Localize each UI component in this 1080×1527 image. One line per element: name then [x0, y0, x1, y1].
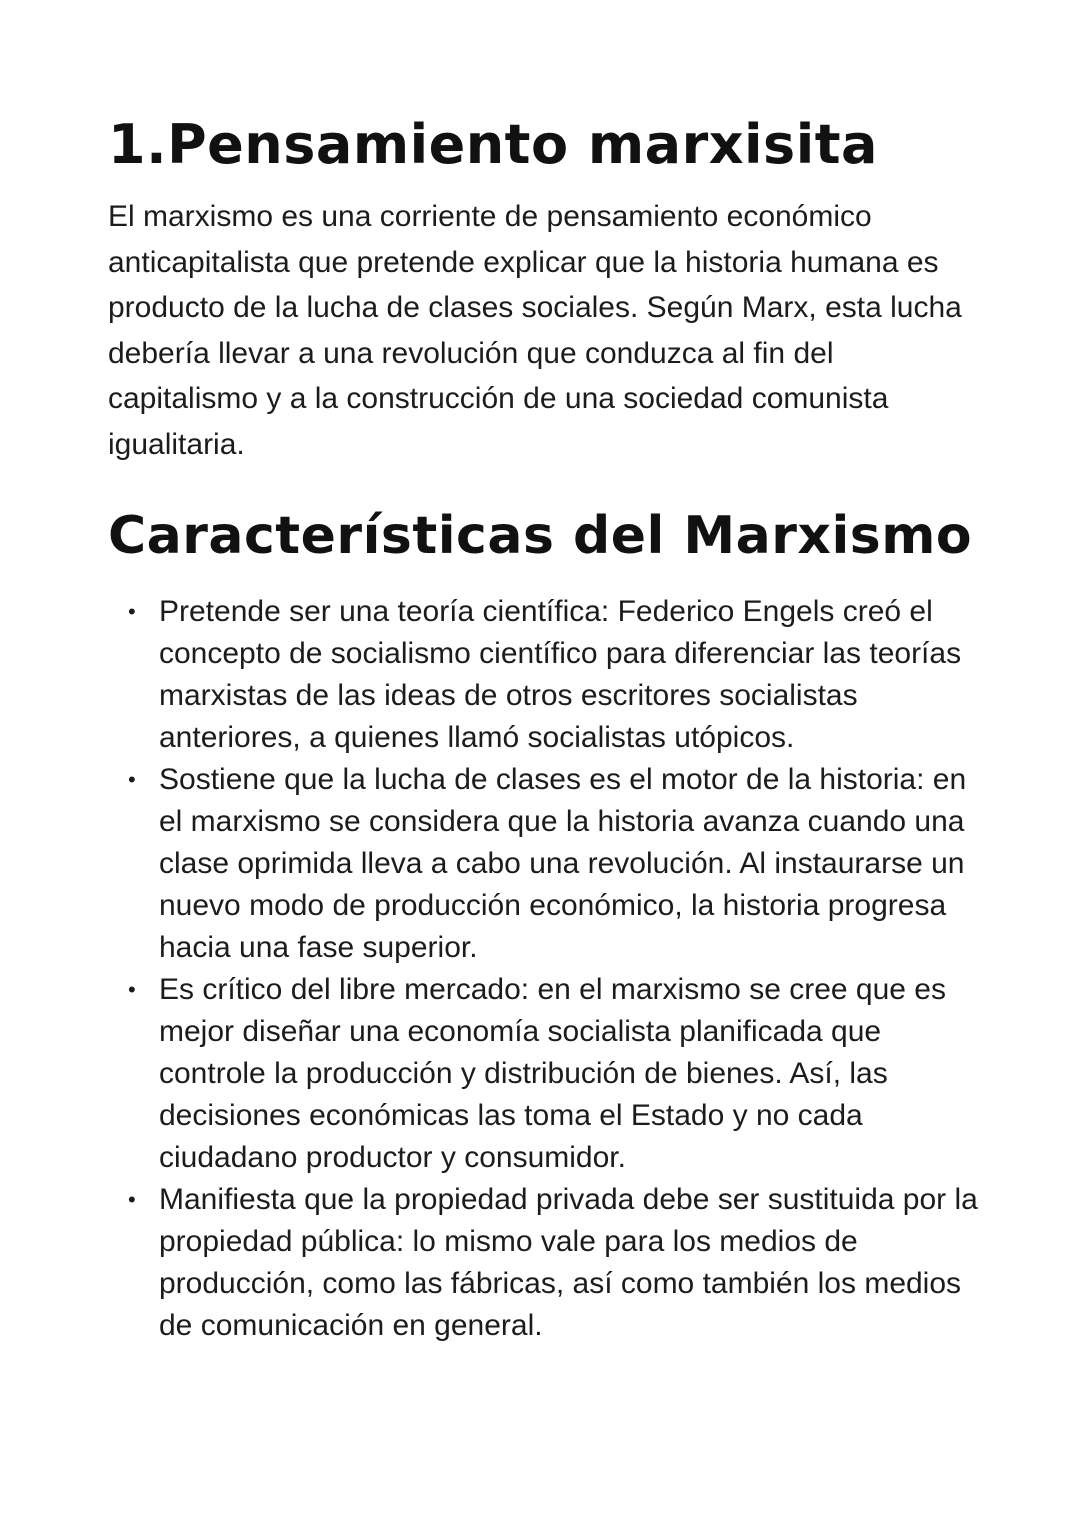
list-item-text: Manifiesta que la propiedad privada debe ser sustituida por la propiedad pública: lo mismo vale para los medios de producción, como las fábricas, así como también los medios de comunicación en general. [159, 1183, 978, 1342]
list-item-text: Sostiene que la lucha de clases es el motor de la historia: en el marxismo se considera que la historia avanza cuando una clase oprimida lleva a cabo una revolución. Al instaurarse un nuevo modo de producción económico, la historia progresa hacia una fase superior. [159, 763, 967, 964]
features-list [108, 591, 988, 1347]
document-page [108, 110, 988, 1347]
list-item [128, 969, 988, 1179]
list-item [128, 591, 988, 759]
list-item-text: Pretende ser una teoría científica: Federico Engels creó el concepto de socialismo científico para diferenciar las teorías marxistas de las ideas de otros escritores socialistas anteriores, a quienes llamó socialistas utópicos. [159, 595, 962, 754]
bullet-icon: • [128, 977, 136, 1002]
intro-paragraph: El marxismo es una corriente de pensamiento económico anticapitalista que pretende explicar que la historia humana es producto de la lucha de clases sociales. Según Marx, esta lucha debería llevar a una revolución que conduzca al fin del capitalismo y a la construcción de una sociedad comunista igualitaria. [108, 200, 962, 461]
section-title-caracteristicas: Características del Marxismo [108, 506, 973, 566]
list-item [128, 1179, 988, 1347]
bullet-icon: • [128, 1187, 136, 1212]
bullet-icon: • [128, 767, 136, 792]
section-title-pensamiento-marxista: 1.Pensamiento marxisita [108, 113, 878, 176]
bullet-icon: • [128, 599, 136, 624]
list-item-text: Es crítico del libre mercado: en el marxismo se cree que es mejor diseñar una economía socialista planificada que controle la producción y distribución de bienes. Así, las decisiones económicas las toma el Estado y no cada ciudadano productor y consumidor. [159, 973, 946, 1174]
list-item [128, 759, 988, 969]
